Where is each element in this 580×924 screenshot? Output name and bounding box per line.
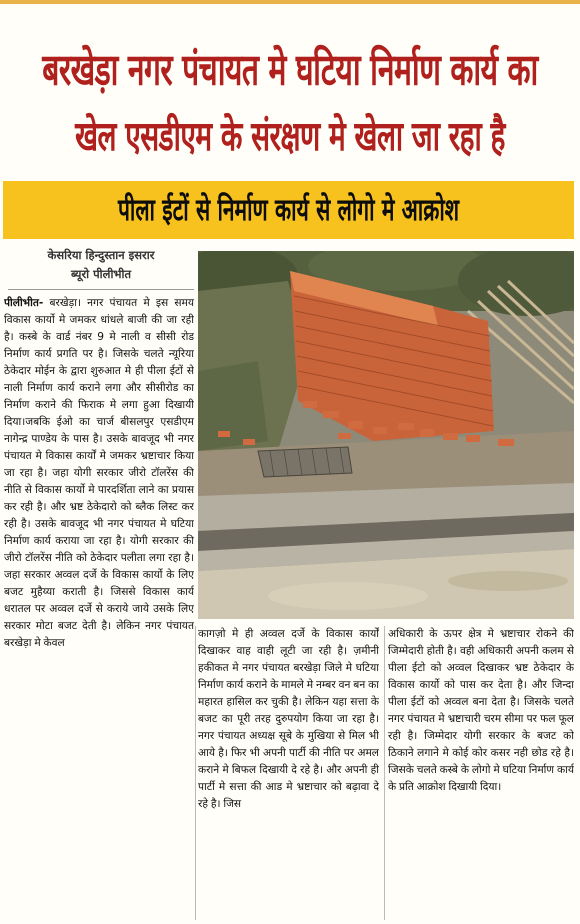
headline-line-1: बरखेड़ा नगर पंचायत मे घटिया निर्माण कार्य का: [42, 45, 538, 96]
article-column-1: [4, 295, 194, 923]
byline-bureau: ब्यूरो पीलीभीत: [70, 267, 132, 281]
headline-line-2: खेल एसडीएम के संरक्षण मे खेला जा रहा है: [75, 112, 505, 161]
byline: [8, 246, 194, 284]
article-text-2: कागज़ो मे ही अव्वल दर्जे के विकास कार्यों दिखाकर वाह वाही लूटी जा रही है। ज़मीनी हकीकत मे नगर पंचायत बरखेड़ा जिले मे घटिया निर्माण कार्य कराने के मामले मे नम्बर वन बन का महारत हासिल कर चुकी है। लेकिन यहा सत्ता के बजट का पूरी तरह दुरुपयोग किया जा रहा है। नगर पंचायत अध्यक्ष सूबे के मुखिया से मिल भी आये है। फिर भी अपनी पार्टी की नीति पर अमल कराने मे बिफल दिखायी दे रहे है। और अपनी ही पार्टी मे सत्ता की आड मे भ्रष्टाचार को बढ़ावा दे रहे है। जिस: [198, 628, 379, 810]
byline-divider: [8, 289, 194, 290]
subheadline-banner: [3, 181, 574, 239]
construction-site-photo: [198, 251, 574, 619]
column-divider: [195, 626, 196, 920]
article-column-2: [198, 626, 379, 924]
dateline: पीलीभीत-: [4, 297, 44, 309]
article-column-3: [388, 626, 574, 924]
article-text-3: अधिकारी के ऊपर क्षेत्र मे भ्रष्टाचार रोकने की जिम्मेदारी होती है। वही अधिकारी अपनी कलम से पीला ईटो को अव्वल दिखाकर भ्रष्ट ठेकेदार के विकास कार्यो को पास कर देता है। और जिन्दा पीला ईटों को अव्वल बना देता है। जिसके चलते नगर पंचायत मे भ्रष्टाचारी चरम सीमा पर फल फूल रही है। जिम्मेदार योगी सरकार के बजट को ठिकाने लगाने मे कोई कोर कसर नही छोड रहे है। जिसके चलते कस्बे के लोगो मे घटिया निर्माण कार्य के प्रति आक्रोश दिखायी दिया।: [388, 628, 574, 793]
article-text-1: बरखेड़ा। नगर पंचायत मे इस समय विकास कार्यो मे जमकर धांधले बाजी की जा रही है। कस्बे के वार्ड नंबर 9 मे नाली व सीसी रोड निर्माण कार्य प्रगति पर है। जिसके चलते न्यूरिया ठेकेदार मोईन के द्वारा शुरुआत मे ही पीला ईटों से नाली निर्माण कार्य कराने लगा और सीसीरोड का निर्माण कराने की फिराक मे लगा हुआ दिखायी दिया।जबकि ईओ का चार्ज बीसलपुर एसडीएम नागेन्द्र पाण्डेय के पास है। उसके बावजूद भी नगर पंचायत मे विकास कार्यों मे जमकर भ्रष्टाचार किया जा रहा है। जहा योगी सरकार जीरो टॉलरेंस की नीति से विकास कार्यो मे पारदर्शिता लाने का प्रयास कर रही है। और भ्रष्ट ठेकेदारो को ब्लैक लिस्ट कर रही है। उसके बावजूद भी नगर पंचायत मे घटिया निर्माण कार्य कराया जा रहा है। योगी सरकार की जीरो टॉलरेंस नीति को ठेकेदार पलीता लगा रहा है। जहा सरकार अव्वल दर्जे के विकास कार्यो के लिए बजट मुहैय्या कराती है। जिससे विकास कार्य धरातल पर अव्वल दर्जे से कराये जाये उसके लिए सरकार मोटा बजट देती है। लेकिन नगर पंचायत बरखेड़ा मे केवल: [4, 297, 194, 649]
subheadline-text: पीला ईटों से निर्माण कार्य से लोगो मे आक्रोश: [117, 192, 460, 228]
column-divider: [384, 626, 385, 920]
byline-reporter: केसरिया हिन्दुस्तान इसरार: [47, 248, 155, 262]
top-rule: [0, 0, 580, 4]
